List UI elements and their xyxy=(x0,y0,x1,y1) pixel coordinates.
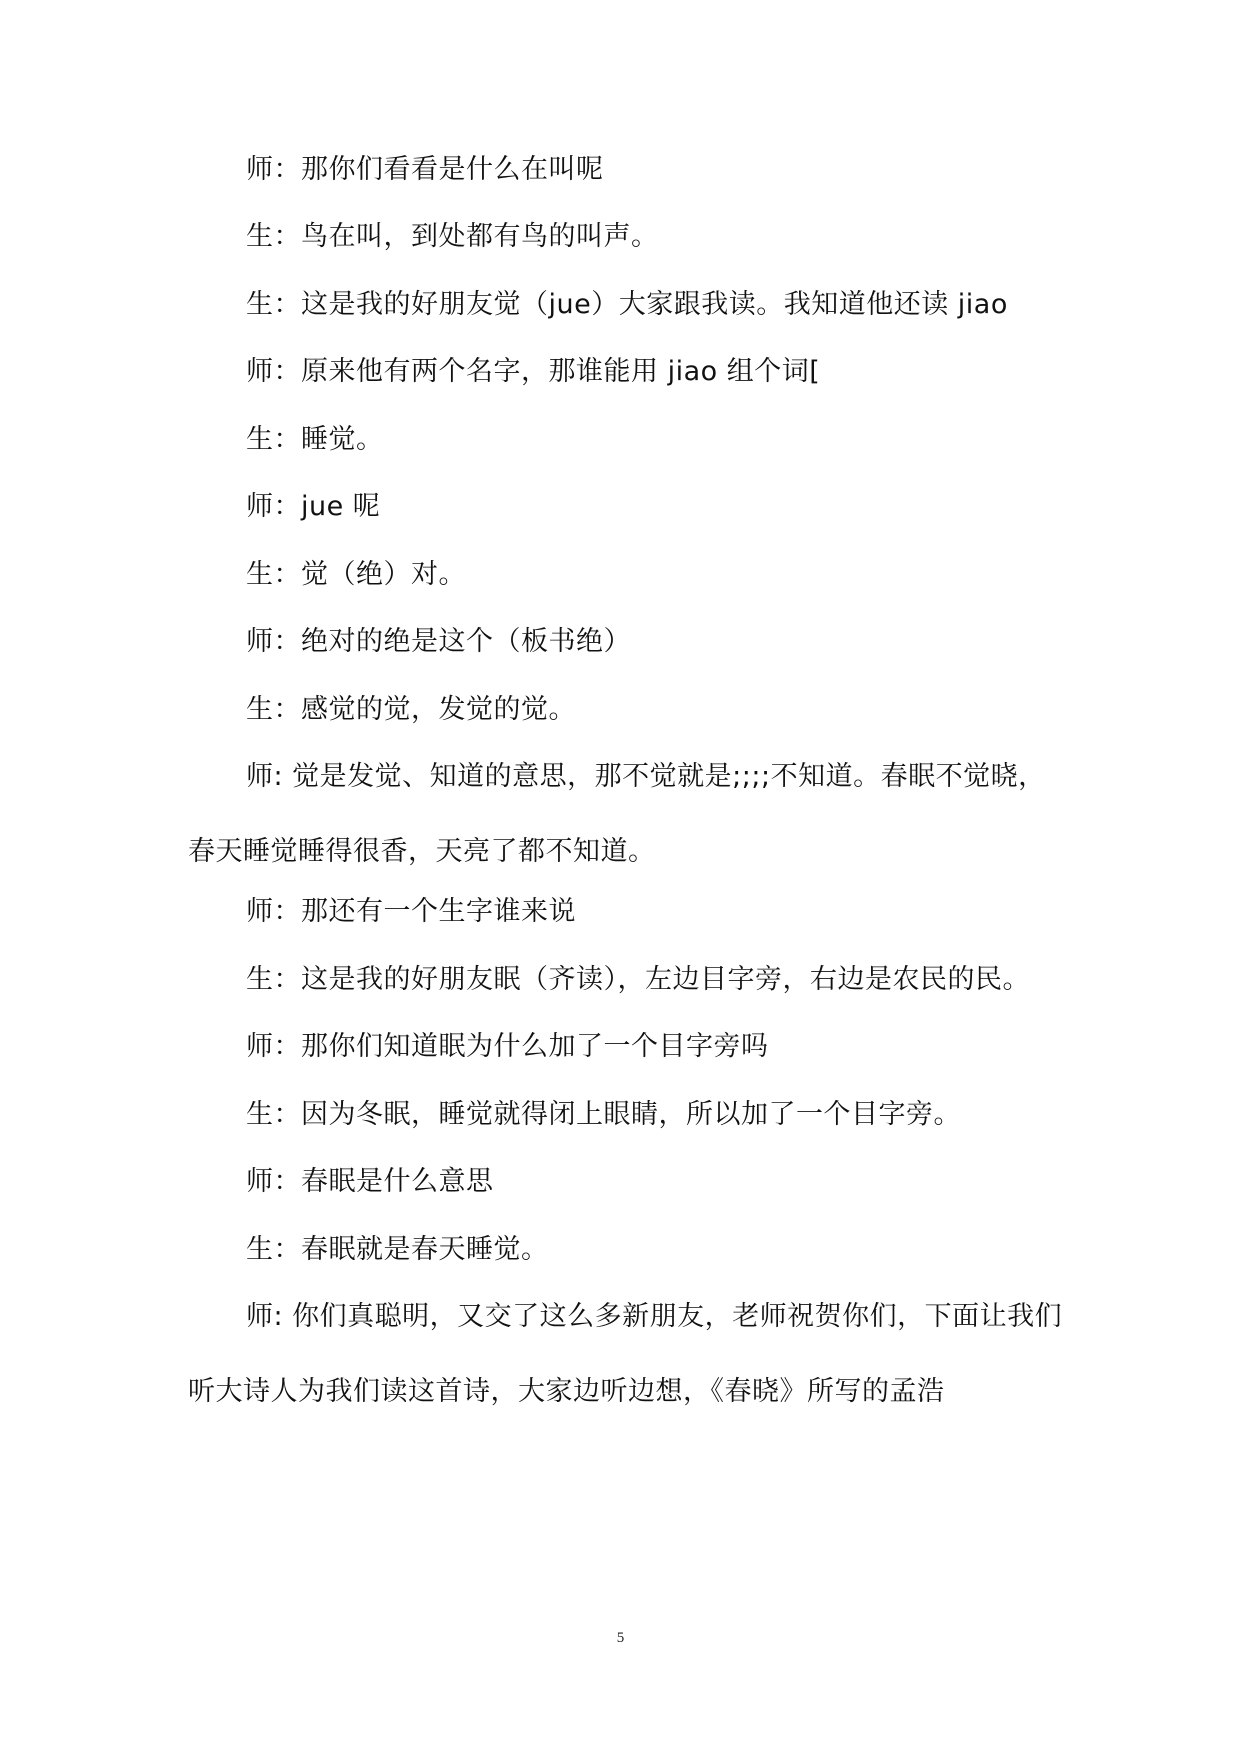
page-number: 5 xyxy=(616,1630,625,1646)
paragraph-17: 师: 你们真聪明，又交了这么多新朋友，老师祝贺你们，下面让我们听大诗人为我们读这首诗，大家边听边想，《春晓》所写的孟浩 xyxy=(188,1301,1063,1407)
paragraph-14: 生：因为冬眠，睡觉就得闭上眼睛，所以加了一个目字旁。 xyxy=(246,1099,961,1130)
paragraph-5: 生：睡觉。 xyxy=(246,424,384,455)
paragraph-16: 生：春眠就是春天睡觉。 xyxy=(246,1234,549,1265)
paragraph-6: 师：jue 呢 xyxy=(246,491,381,522)
paragraph-11: 师：那还有一个生字谁来说 xyxy=(246,896,576,927)
paragraph-13: 师：那你们知道眠为什么加了一个目字旁吗 xyxy=(246,1031,769,1062)
paragraph-10: 师: 觉是发觉、知道的意思，那不觉就是;;;;不知道。春眠不觉晓，春天睡觉睡得很香，天亮了都不知道。 xyxy=(188,761,1046,867)
paragraph-1: 师：那你们看看是什么在叫呢 xyxy=(246,154,604,185)
paragraph-8: 师：绝对的绝是这个（板书绝） xyxy=(246,626,631,657)
paragraph-7: 生：觉（绝）对。 xyxy=(246,559,466,590)
paragraph-2: 生：鸟在叫，到处都有鸟的叫声。 xyxy=(246,221,659,252)
paragraph-4: 师：原来他有两个名字，那谁能用 jiao 组个词[ xyxy=(246,356,821,387)
paragraph-15: 师：春眠是什么意思 xyxy=(246,1166,494,1197)
paragraph-9: 生：感觉的觉，发觉的觉。 xyxy=(246,694,576,725)
paragraph-3: 生：这是我的好朋友觉（jue）大家跟我读。我知道他还读 jiao xyxy=(246,289,1008,320)
paragraph-12: 生：这是我的好朋友眠（齐读），左边目字旁，右边是农民的民。 xyxy=(246,964,1030,995)
